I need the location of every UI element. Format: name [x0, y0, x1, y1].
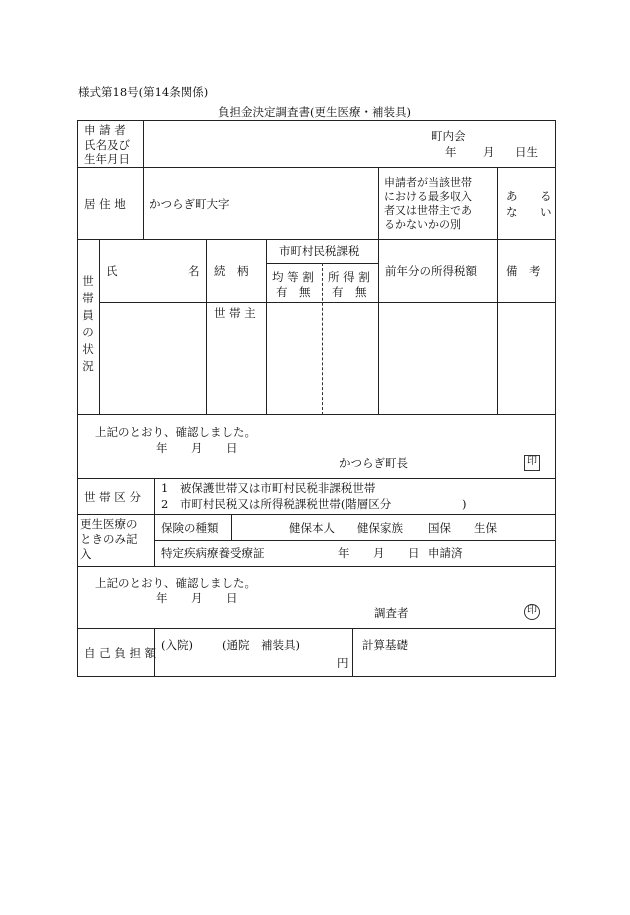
insurance-option: 健保家族	[357, 521, 403, 535]
rule	[77, 628, 555, 629]
rehab-label: 更生医療の	[80, 517, 138, 531]
answer-yes: あ	[506, 189, 518, 203]
rule	[77, 478, 555, 479]
insurance-option: 生保	[474, 521, 497, 535]
rule	[99, 302, 555, 303]
rule	[555, 120, 556, 677]
confirm-month: 月	[191, 441, 203, 455]
col-equal-levy: 有 無	[276, 285, 311, 299]
col-equal-levy: 均 等 割	[272, 270, 314, 284]
head-question: 申請者が当該世帯	[384, 176, 472, 189]
category-item-2: 2 市町村民税又は所得税課税世帯(階層区分	[161, 497, 392, 511]
household-side-label: 世帯員の状況	[82, 274, 94, 373]
confirm-text: 上記のとおり、確認しました。	[95, 425, 256, 439]
col-income-levy: 有 無	[332, 285, 367, 299]
disease-month: 月	[373, 546, 385, 560]
confirm-month: 月	[191, 591, 203, 605]
confirm-year: 年	[156, 591, 168, 605]
category-item-1: 1 被保護世帯又は市町村民税非課税世帯	[161, 481, 376, 495]
residence-value: かつらぎ町大字	[149, 197, 230, 211]
answer-no: な	[506, 205, 518, 219]
insurance-type-label: 保険の種類	[161, 521, 219, 535]
confirm-year: 年	[156, 441, 168, 455]
rule	[231, 514, 232, 541]
rule	[154, 478, 155, 566]
col-income-levy: 所 得 割	[328, 270, 370, 284]
rule	[77, 676, 555, 677]
answer-no: い	[540, 205, 552, 219]
yen-unit: 円	[337, 656, 349, 670]
rehab-label: ときのみ記	[80, 532, 138, 546]
applicant-label: 生年月日	[84, 152, 130, 166]
town-association-label: 町内会	[431, 129, 466, 143]
head-question: るかないかの別	[384, 218, 461, 231]
col-remarks: 備 考	[506, 264, 541, 278]
birth-month-label: 月	[483, 145, 495, 159]
rule	[206, 239, 207, 415]
col-prev-income-tax: 前年分の所得税額	[385, 264, 477, 278]
rule	[352, 628, 353, 677]
rule	[497, 167, 498, 415]
rule	[77, 566, 555, 567]
col-relation: 続 柄	[214, 264, 249, 278]
rule	[154, 540, 555, 541]
rule	[99, 239, 100, 415]
rule	[77, 167, 555, 168]
insurance-option: 国保	[428, 521, 451, 535]
applicant-label: 申 請 者	[84, 123, 126, 137]
rule	[378, 167, 379, 415]
confirm-day: 日	[226, 441, 238, 455]
col-name: 氏	[106, 264, 118, 278]
form-title: 負担金決定調査書(更生医療・補装具)	[218, 105, 411, 119]
seal-icon: 印	[524, 604, 540, 620]
investigator-label: 調査者	[374, 606, 409, 620]
rule	[77, 120, 78, 677]
birth-year-label: 年	[445, 145, 457, 159]
inpatient-label: (入院)	[161, 638, 193, 652]
outpatient-label: (通院 補装具)	[222, 638, 300, 652]
specific-disease-label: 特定疾病療養受療証	[161, 546, 265, 560]
disease-day: 日	[408, 546, 420, 560]
rule	[77, 414, 555, 415]
rehab-label: 入	[80, 547, 92, 561]
col-tax: 市町村民税課税	[279, 244, 360, 258]
birth-day-label: 日生	[515, 145, 538, 159]
col-name: 名	[188, 264, 200, 278]
head-question: における最多収入	[384, 190, 472, 203]
applied-label: 申請済	[428, 546, 463, 560]
rule	[77, 239, 555, 240]
answer-yes: る	[540, 189, 552, 203]
rule	[266, 239, 267, 415]
residence-label: 居 住 地	[84, 197, 126, 211]
calc-basis-label: 計算基礎	[362, 638, 408, 652]
rule	[77, 514, 555, 515]
applicant-label: 氏名及び	[84, 138, 130, 152]
head-of-household: 世 帯 主	[214, 306, 256, 320]
self-pay-label: 自 己 負 担 額	[84, 646, 157, 660]
mayor-label: かつらぎ町長	[339, 456, 408, 470]
confirm-day: 日	[226, 591, 238, 605]
rule	[143, 120, 144, 240]
insurance-option: 健保本人	[289, 521, 335, 535]
category-item-2-close: )	[462, 497, 467, 511]
category-label: 世 帯 区 分	[84, 490, 141, 504]
rule	[77, 120, 555, 121]
disease-year: 年	[338, 546, 350, 560]
dashed-rule	[322, 263, 323, 415]
form-number: 様式第18号(第14条関係)	[78, 85, 209, 99]
seal-icon: 印	[524, 455, 540, 471]
head-question: 者又は世帯主であ	[384, 204, 472, 217]
confirm-text: 上記のとおり、確認しました。	[95, 576, 256, 590]
